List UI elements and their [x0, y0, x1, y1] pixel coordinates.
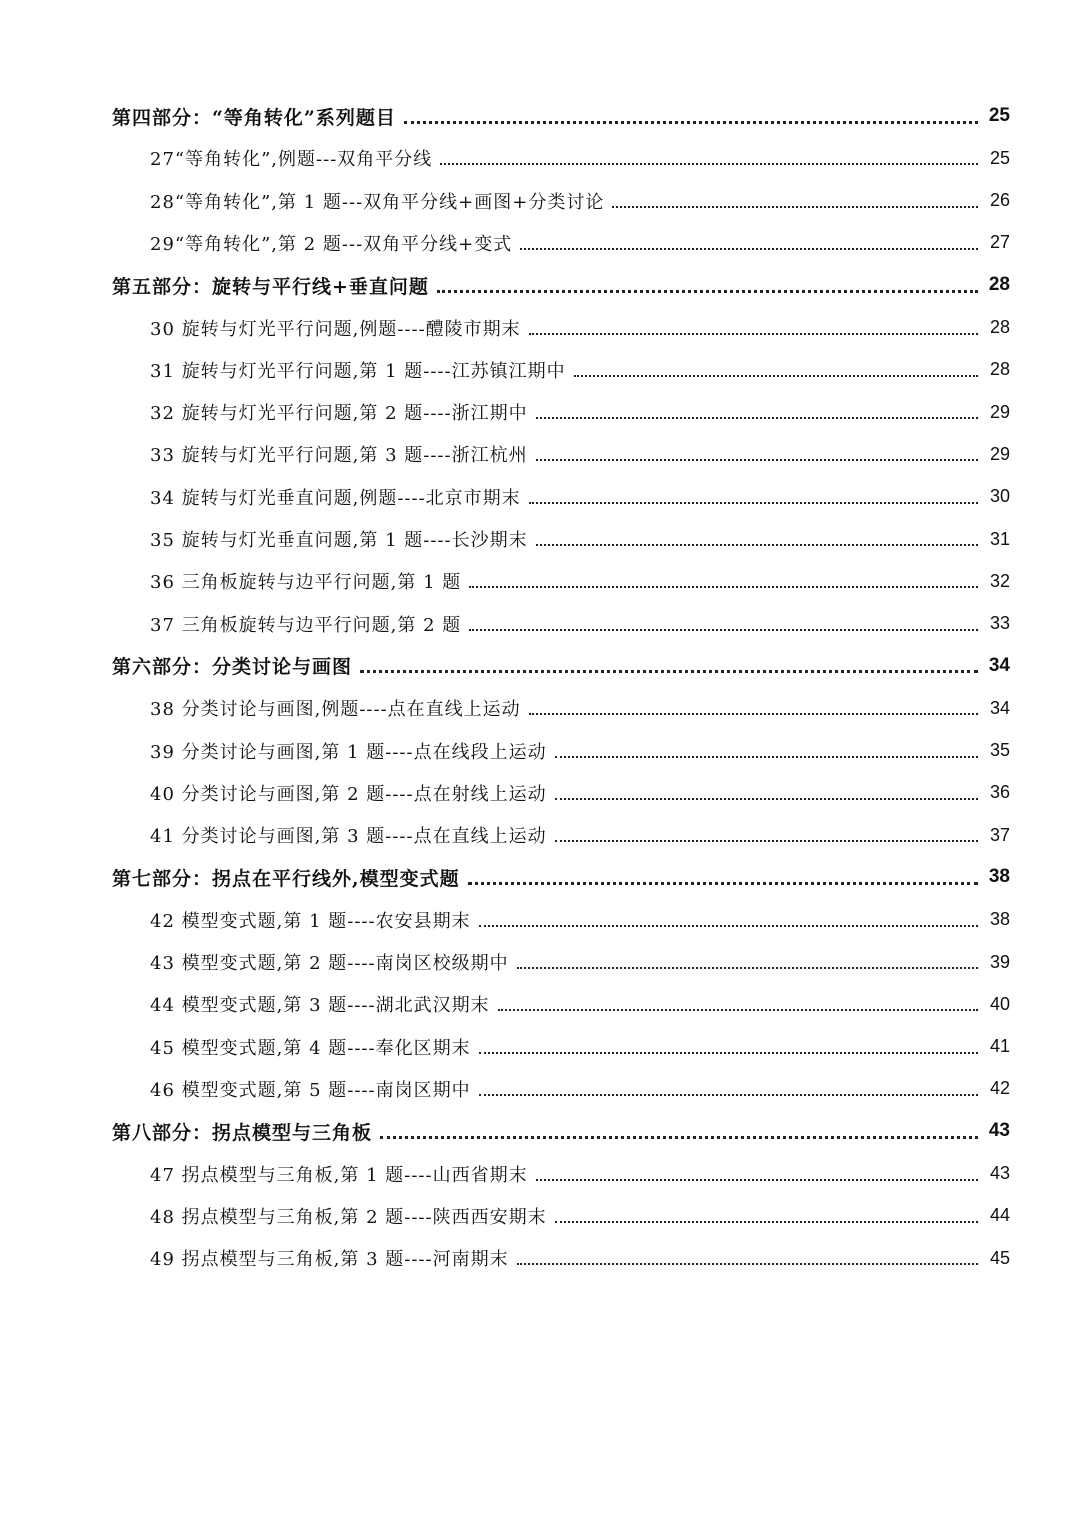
dot-leader: [520, 248, 978, 250]
toc-section-row[interactable]: [112, 856, 1010, 898]
dot-leader: [479, 1094, 978, 1096]
toc-page-number: 39: [989, 951, 1010, 972]
toc-item-row[interactable]: [150, 941, 1010, 983]
toc-item-row[interactable]: [150, 983, 1010, 1025]
toc-item-row[interactable]: [150, 518, 1010, 560]
dot-leader: [517, 1263, 978, 1265]
toc-item-row[interactable]: [150, 1153, 1010, 1195]
toc-section-row[interactable]: [112, 95, 1010, 137]
toc-page-number: 28: [988, 274, 1010, 296]
toc-item-title: 35 旋转与灯光垂直问题,第 1 题----长沙期末: [150, 530, 528, 551]
toc-page-number: 35: [989, 740, 1010, 760]
toc-item-row[interactable]: [150, 603, 1010, 645]
toc-section-title: 第六部分：分类讨论与画图: [112, 656, 353, 679]
dot-leader: [404, 121, 978, 124]
toc-item-title: 45 模型变式题,第 4 题----奉化区期末: [150, 1037, 471, 1059]
toc-item-title: 33 旋转与灯光平行问题,第 3 题----浙江杭州: [150, 445, 528, 467]
toc-item-row[interactable]: [150, 1237, 1010, 1279]
toc-item-row[interactable]: [150, 391, 1010, 433]
toc-page-number: 25: [989, 147, 1010, 168]
dot-leader: [612, 206, 978, 208]
toc-item-title: 42 模型变式题,第 1 题----农安县期末: [150, 910, 471, 932]
toc-page-number: 37: [989, 824, 1010, 845]
dot-leader: [555, 840, 978, 842]
toc-item-row[interactable]: [150, 1195, 1010, 1237]
toc-page-number: 27: [989, 232, 1010, 253]
toc-page-number: 45: [989, 1247, 1010, 1268]
toc-page-number: 29: [989, 443, 1010, 464]
toc-page-number: 38: [988, 866, 1010, 888]
toc-item-row[interactable]: [150, 899, 1010, 941]
toc-page-number: 42: [989, 1078, 1010, 1099]
toc-item-title: 38 分类讨论与画图,例题----点在直线上运动: [150, 699, 521, 721]
toc-item-title: 40 分类讨论与画图,第 2 题----点在射线上运动: [150, 783, 547, 805]
toc-page-number: 34: [989, 697, 1010, 718]
dot-leader: [536, 417, 978, 419]
toc-item-title: 34 旋转与灯光垂直问题,例题----北京市期末: [150, 487, 521, 509]
toc-page-number: 32: [989, 570, 1010, 591]
toc-section-row[interactable]: [112, 1110, 1010, 1152]
toc-page-number: 38: [989, 909, 1010, 930]
toc-section-title: 第八部分：拐点模型与三角板: [112, 1121, 373, 1144]
toc-item-title: 44 模型变式题,第 3 题----湖北武汉期末: [150, 995, 490, 1017]
toc-item-title: 46 模型变式题,第 5 题----南岗区期中: [150, 1079, 471, 1101]
toc-section-title: 第五部分：旋转与平行线+垂直问题: [112, 275, 429, 298]
toc-section-title: 第七部分：拐点在平行线外,模型变式题: [112, 867, 460, 890]
toc-page-number: 28: [989, 359, 1010, 380]
toc-item-title: 48 拐点模型与三角板,第 2 题----陕西西安期末: [150, 1206, 547, 1228]
dot-leader: [555, 756, 978, 758]
toc-section-row[interactable]: [112, 645, 1010, 687]
toc-item-row[interactable]: [150, 349, 1010, 391]
toc-item-title: 41 分类讨论与画图,第 3 题----点在直线上运动: [150, 826, 547, 848]
toc-page-number: 26: [989, 190, 1010, 211]
dot-leader: [555, 798, 978, 800]
dot-leader: [479, 925, 978, 927]
dot-leader: [479, 1052, 978, 1054]
dot-leader: [536, 1179, 978, 1181]
toc-item-title: 37 三角板旋转与边平行问题,第 2 题: [150, 614, 462, 636]
toc-section-row[interactable]: [112, 264, 1010, 306]
toc-page-number: 28: [989, 317, 1010, 337]
dot-leader: [498, 1009, 978, 1011]
toc-item-title: 49 拐点模型与三角板,第 3 题----河南期末: [150, 1249, 509, 1271]
toc-item-row[interactable]: [150, 180, 1010, 222]
toc-page-number: 31: [989, 528, 1010, 549]
toc-page-number: 30: [989, 486, 1010, 507]
toc-item-title: 36 三角板旋转与边平行问题,第 1 题: [150, 572, 462, 594]
toc-item-row[interactable]: [150, 433, 1010, 475]
toc-item-title: 31 旋转与灯光平行问题,第 1 题----江苏镇江期中: [150, 360, 566, 382]
toc-item-row[interactable]: [150, 307, 1010, 349]
dot-leader: [469, 629, 978, 631]
toc-page-number: 43: [988, 1120, 1010, 1142]
dot-leader: [469, 586, 978, 588]
toc-item-row[interactable]: [150, 1026, 1010, 1068]
toc-item-title: 39 分类讨论与画图,第 1 题----点在线段上运动: [150, 741, 547, 763]
dot-leader: [440, 163, 978, 165]
dot-leader: [468, 882, 978, 885]
dot-leader: [529, 333, 978, 335]
toc-page-number: 40: [989, 993, 1010, 1014]
toc-section-title: 第四部分：“等角转化”系列题目: [112, 106, 396, 129]
toc-page-number: 25: [988, 105, 1010, 126]
toc-item-row[interactable]: [150, 1068, 1010, 1110]
dot-leader: [529, 713, 978, 715]
toc-page-number: 33: [989, 613, 1010, 634]
toc-item-row[interactable]: [150, 137, 1010, 179]
toc-item-row[interactable]: [150, 560, 1010, 602]
toc-item-row[interactable]: [150, 687, 1010, 729]
toc-item-row[interactable]: [150, 222, 1010, 264]
toc-item-row[interactable]: [150, 476, 1010, 518]
toc-page-number: 44: [989, 1205, 1010, 1226]
dot-leader: [529, 502, 978, 504]
toc-item-title: 30 旋转与灯光平行问题,例题----醴陵市期末: [150, 318, 521, 340]
toc-item-title: 47 拐点模型与三角板,第 1 题----山西省期末: [150, 1164, 528, 1186]
dot-leader: [536, 544, 978, 546]
dot-leader: [555, 1221, 978, 1223]
dot-leader: [380, 1136, 978, 1139]
toc-page-number: 36: [989, 782, 1010, 803]
dot-leader: [536, 459, 978, 461]
dot-leader: [360, 670, 978, 673]
toc-page-number: 43: [989, 1163, 1010, 1183]
dot-leader: [517, 967, 978, 969]
toc-item-title: 32 旋转与灯光平行问题,第 2 题----浙江期中: [150, 403, 528, 425]
dot-leader: [437, 290, 978, 293]
toc-item-title: 27“等角转化”,例题---双角平分线: [150, 149, 433, 171]
toc-item-row[interactable]: [150, 730, 1010, 772]
toc-page-number: 29: [989, 401, 1010, 422]
toc-item-title: 28“等角转化”,第 1 题---双角平分线+画图+分类讨论: [150, 191, 605, 213]
toc-item-title: 43 模型变式题,第 2 题----南岗区校级期中: [150, 953, 509, 974]
toc-item-title: 29“等角转化”,第 2 题---双角平分线+变式: [150, 233, 513, 255]
toc-page-number: 34: [988, 654, 1010, 676]
toc-item-row[interactable]: [150, 772, 1010, 814]
toc-item-row[interactable]: [150, 814, 1010, 856]
dot-leader: [574, 375, 978, 377]
toc-page-number: 41: [989, 1036, 1010, 1057]
